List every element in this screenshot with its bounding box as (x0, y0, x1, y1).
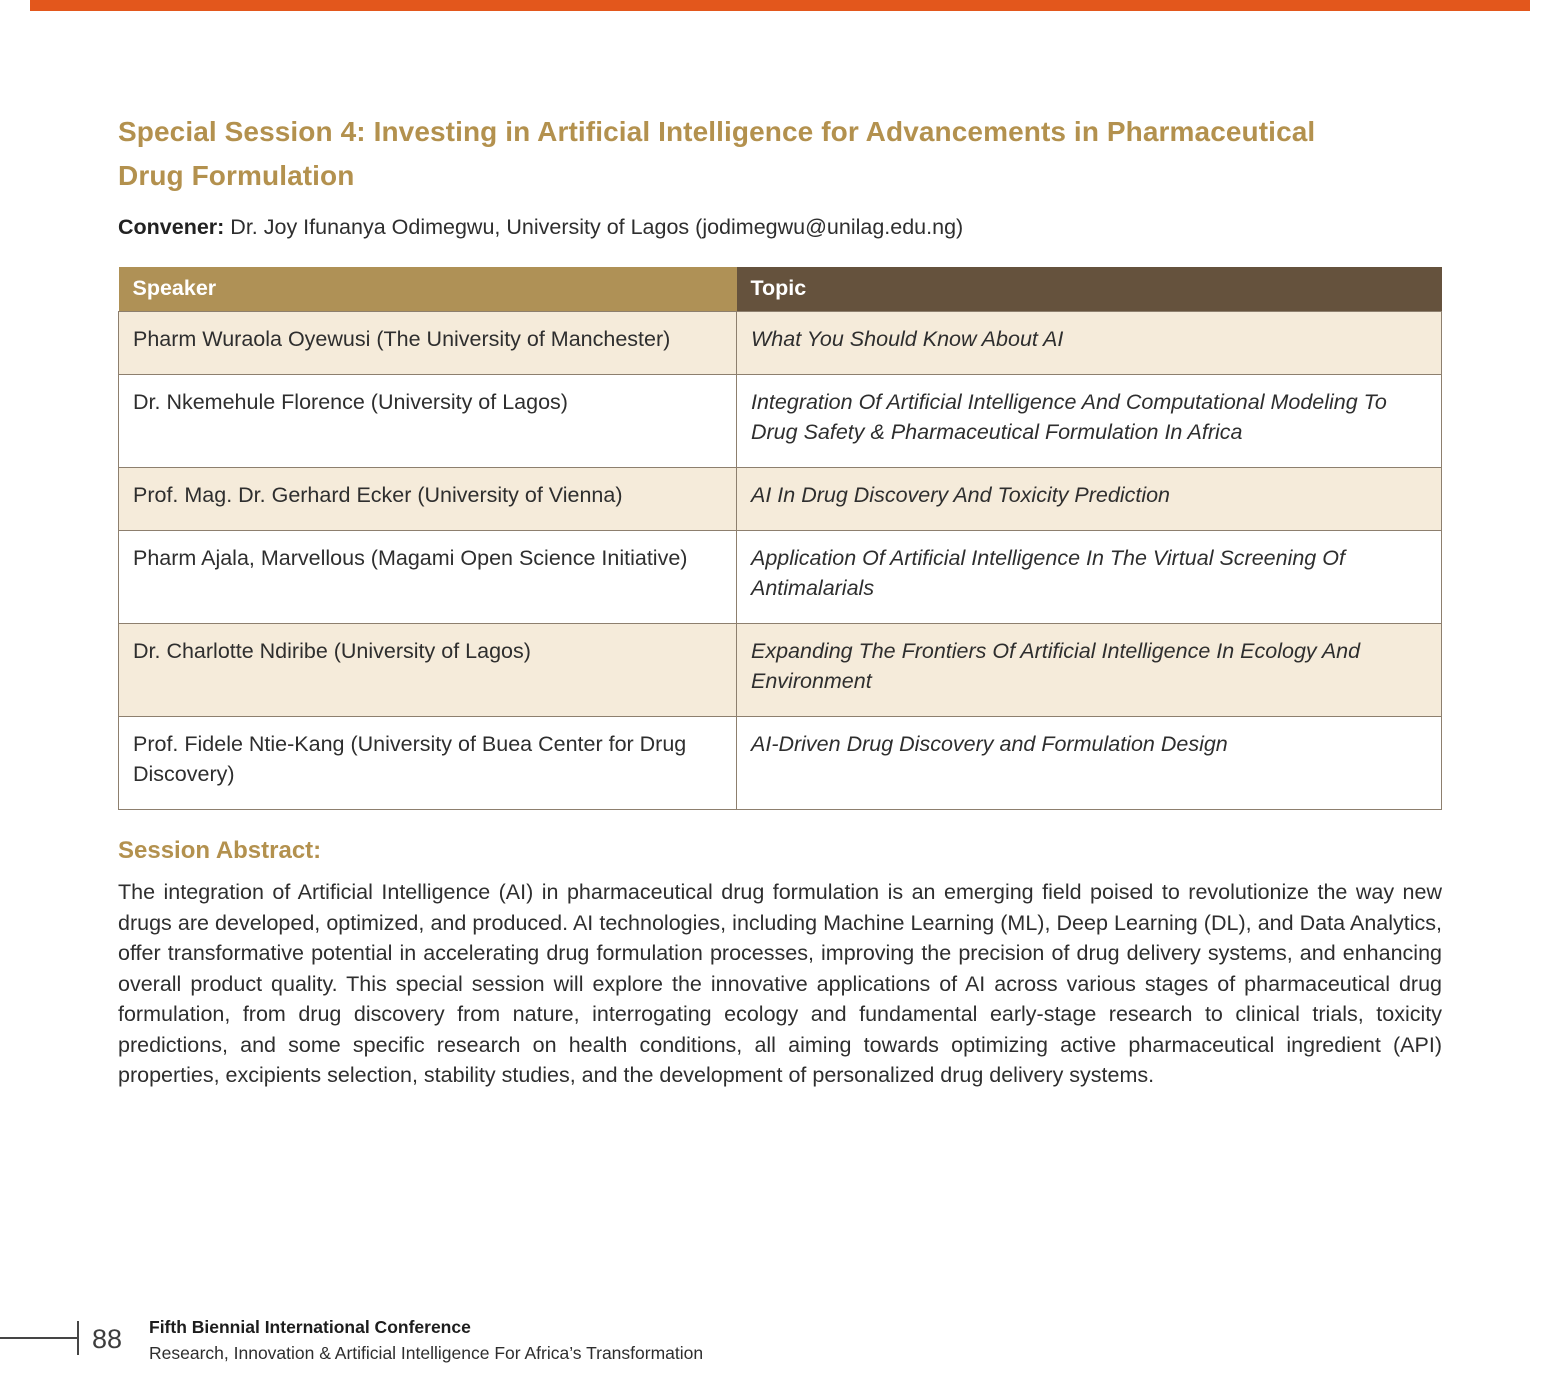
speakers-table (118, 267, 1442, 810)
convener-text: Dr. Joy Ifunanya Odimegwu, University of Lagos (jodimegwu@unilag.edu.ng) (224, 215, 964, 239)
table-row (119, 717, 1442, 810)
footer-rule (0, 1337, 78, 1339)
table-row (119, 531, 1442, 624)
speaker-cell: Dr. Charlotte Ndiribe (University of Lagos) (119, 624, 737, 717)
speaker-cell: Pharm Wuraola Oyewusi (The University of Manchester) (119, 312, 737, 375)
speaker-cell: Pharm Ajala, Marvellous (Magami Open Science Initiative) (119, 531, 737, 624)
conference-subtitle: Research, Innovation & Artificial Intelligence For Africa’s Transformation (149, 1343, 704, 1363)
convener-line (118, 212, 1442, 242)
convener-label: Convener: (118, 215, 225, 239)
topic-cell: Integration Of Artificial Intelligence And Computational Modeling To Drug Safety & Pharmaceutical Formulation In Africa (737, 375, 1442, 468)
table-row (119, 468, 1442, 531)
topic-cell: What You Should Know About AI (737, 312, 1442, 375)
footer-tick (77, 1321, 79, 1355)
table-row (119, 375, 1442, 468)
conference-title: Fifth Biennial International Conference (149, 1317, 471, 1337)
table-row (119, 624, 1442, 717)
table-row (119, 312, 1442, 375)
topic-cell: AI-Driven Drug Discovery and Formulation Design (737, 717, 1442, 810)
session-abstract-heading: Session Abstract: (118, 837, 322, 864)
speaker-cell: Prof. Mag. Dr. Gerhard Ecker (University of Vienna) (119, 468, 737, 531)
footer-text (149, 1315, 703, 1365)
topic-cell: AI In Drug Discovery And Toxicity Prediction (737, 468, 1442, 531)
topic-column-header: Topic (737, 267, 1442, 312)
topic-cell: Expanding The Frontiers Of Artificial Intelligence In Ecology And Environment (737, 624, 1442, 717)
table-header-row (119, 267, 1442, 312)
speaker-cell: Dr. Nkemehule Florence (University of Lagos) (119, 375, 737, 468)
speaker-column-header: Speaker (119, 267, 737, 312)
speaker-cell: Prof. Fidele Ntie-Kang (University of Buea Center for Drug Discovery) (119, 717, 737, 810)
topic-cell: Application Of Artificial Intelligence In The Virtual Screening Of Antimalarials (737, 531, 1442, 624)
session-abstract-body: The integration of Artificial Intelligence (AI) in pharmaceutical drug formulation is an emerging field poised to revolutionize the way new drugs are developed, optimized, and produced. AI technologies, including Machine Learning (ML), Deep Learning (DL), and Data Analytics, offer transformative potential in accelerating drug formulation processes, improving the precision of drug delivery systems, and enhancing overall product quality. This special session will explore the innovative applications of AI across various stages of pharmaceutical drug formulation, from drug discovery from nature, interrogating ecology and fundamental early-stage research to clinical trials, toxicity predictions, and some specific research on health conditions, all aiming towards optimizing active pharmaceutical ingredient (API) properties, excipients selection, stability studies, and the development of personalized drug delivery systems. (118, 880, 1442, 1087)
page-content (118, 0, 1442, 1091)
page-title: Special Session 4: Investing in Artificial Intelligence for Advancements in Pharmaceutical Drug Formulation (118, 116, 1316, 191)
page-number: 88 (92, 1324, 123, 1354)
